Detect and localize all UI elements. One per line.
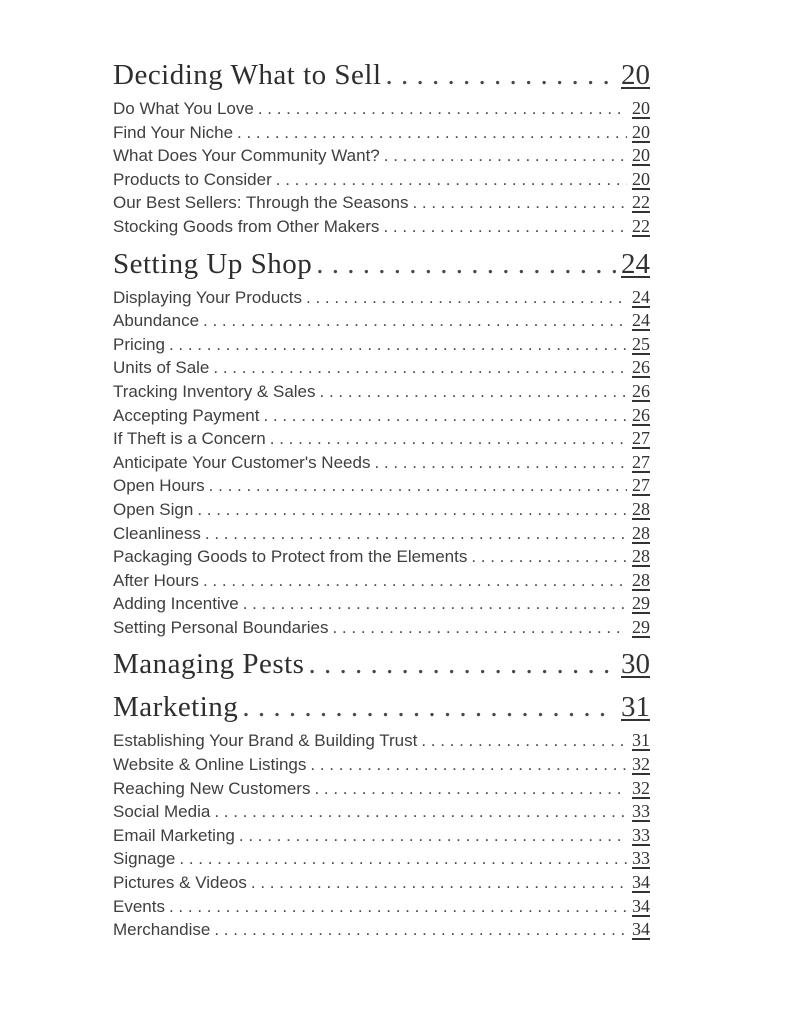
toc-item [113,498,650,522]
dot-leader [243,593,627,616]
toc-item [113,215,650,239]
toc-item-page-link[interactable]: 28 [632,546,650,567]
toc-item-page-link[interactable]: 28 [632,569,650,590]
toc-item-label: What Does Your Community Want? [113,146,380,166]
toc-item-label: Pictures & Videos [113,873,247,893]
toc-heading-label: Deciding What to Sell [113,59,382,91]
toc-heading-page-link[interactable]: 24 [621,247,650,280]
dot-leader [237,122,627,145]
toc-item-page-link[interactable]: 26 [632,357,650,378]
toc-item [113,451,650,475]
toc-item-label: If Theft is a Concern [113,429,266,449]
toc-item [113,545,650,569]
toc-item-label: Merchandise [113,920,211,940]
toc-item [113,191,650,215]
dot-leader [179,848,627,871]
toc-item-label: Abundance [113,311,200,331]
toc-item-label: Find Your Niche [113,122,234,142]
toc-item-page-link[interactable]: 32 [632,754,650,775]
toc-item-label: Events [113,896,165,916]
toc-item-page-link[interactable]: 34 [632,919,650,940]
dot-leader [374,452,627,475]
dot-leader [213,357,627,380]
toc-item-label: Cleanliness [113,523,201,543]
toc-item-page-link[interactable]: 31 [632,730,650,751]
toc-item-page-link[interactable]: 26 [632,380,650,401]
dot-leader [169,334,627,357]
dot-leader [203,310,627,333]
dot-leader [421,730,627,753]
toc-item-page-link[interactable]: 20 [632,168,650,189]
dot-leader [386,57,617,93]
toc-item [113,380,650,404]
toc-item-page-link[interactable]: 22 [632,192,650,213]
toc-item-page-link[interactable]: 27 [632,451,650,472]
toc-item-page-link[interactable]: 27 [632,475,650,496]
table-of-contents [113,57,650,942]
dot-leader [332,617,627,640]
toc-item [113,121,650,145]
dot-leader [314,778,627,801]
toc-section [113,57,650,239]
dot-leader [239,825,627,848]
toc-item [113,918,650,942]
toc-section-heading [113,57,650,93]
dot-leader [276,169,627,192]
toc-item-label: Establishing Your Brand & Building Trust [113,731,418,751]
toc-item-label: Products to Consider [113,169,272,189]
dot-leader [306,287,627,310]
toc-section-heading [113,689,650,725]
dot-leader [214,801,627,824]
toc-item-page-link[interactable]: 27 [632,428,650,449]
dot-leader [169,896,627,919]
dot-leader [320,381,627,404]
toc-item [113,333,650,357]
toc-item-label: Displaying Your Products [113,287,303,307]
toc-item-label: Tracking Inventory & Sales [113,381,316,401]
toc-item [113,97,650,121]
dot-leader [205,523,627,546]
dot-leader [270,428,627,451]
dot-leader [383,216,627,239]
toc-item [113,356,650,380]
toc-item [113,286,650,310]
toc-item [113,729,650,753]
toc-item-label: After Hours [113,570,199,590]
toc-item-page-link[interactable]: 20 [632,98,650,118]
dot-leader [197,499,627,522]
toc-heading-label: Marketing [113,691,239,724]
toc-item-page-link[interactable]: 20 [632,121,650,142]
toc-section-heading [113,646,650,682]
toc-item [113,800,650,824]
toc-item [113,592,650,616]
toc-section [113,646,650,682]
toc-heading-label: Setting Up Shop [113,247,313,280]
toc-item-label: Units of Sale [113,358,210,378]
dot-leader [310,754,627,777]
toc-item-page-link[interactable]: 24 [632,310,650,331]
toc-item-label: Reaching New Customers [113,778,311,798]
toc-item-label: Do What You Love [113,99,254,118]
toc-item-page-link[interactable]: 28 [632,498,650,519]
toc-item-label: Stocking Goods from Other Makers [113,216,380,236]
dot-leader [209,475,627,498]
toc-item-label: Open Hours [113,476,205,496]
toc-heading-page-link[interactable]: 30 [621,648,650,681]
toc-item-label: Open Sign [113,499,194,519]
toc-item [113,824,650,848]
toc-item [113,474,650,498]
toc-item [113,777,650,801]
toc-item [113,309,650,333]
toc-item [113,753,650,777]
toc-section [113,689,650,941]
toc-item-page-link[interactable]: 20 [632,145,650,166]
toc-item [113,895,650,919]
toc-item [113,427,650,451]
toc-item-page-link[interactable]: 32 [632,777,650,798]
toc-item-label: Social Media [113,802,211,822]
toc-item-label: Anticipate Your Customer's Needs [113,452,371,472]
toc-item-page-link[interactable]: 26 [632,404,650,425]
toc-item-page-link[interactable]: 33 [632,848,650,869]
dot-leader [471,546,627,569]
toc-item-page-link[interactable]: 24 [632,286,650,307]
toc-item-page-link[interactable]: 29 [632,616,650,637]
toc-item [113,144,650,168]
toc-item [113,569,650,593]
toc-item-label: Website & Online Listings [113,755,307,775]
toc-item-page-link[interactable]: 34 [632,895,650,916]
toc-item-label: Signage [113,849,176,869]
dot-leader [203,570,627,593]
toc-item-label: Setting Personal Boundaries [113,617,329,637]
toc-item [113,871,650,895]
toc-section-heading [113,246,650,282]
dot-leader [251,872,627,895]
toc-item [113,404,650,428]
dot-leader [214,919,627,942]
dot-leader [384,145,627,168]
dot-leader [308,646,616,682]
dot-leader [258,98,627,121]
toc-item-page-link[interactable]: 22 [632,215,650,236]
toc-item-page-link[interactable]: 33 [632,824,650,845]
toc-item [113,847,650,871]
dot-leader [242,689,616,725]
toc-item [113,616,650,640]
toc-item-label: Our Best Sellers: Through the Seasons [113,193,409,213]
toc-item [113,522,650,546]
toc-heading-page-link[interactable]: 31 [621,691,650,724]
dot-leader [263,405,627,428]
toc-item [113,168,650,192]
toc-item-page-link[interactable]: 28 [632,522,650,543]
toc-item-label: Accepting Payment [113,405,260,425]
toc-item-page-link[interactable]: 25 [632,333,650,354]
toc-item-label: Email Marketing [113,825,235,845]
toc-item-label: Adding Incentive [113,594,239,614]
dot-leader [316,246,616,282]
toc-heading-label: Managing Pests [113,648,305,681]
toc-item-label: Packaging Goods to Protect from the Elements [113,547,468,567]
toc-item-page-link[interactable]: 33 [632,801,650,822]
toc-item-page-link[interactable]: 34 [632,872,650,893]
toc-item-label: Pricing [113,334,165,354]
toc-heading-page-link[interactable]: 20 [621,59,650,91]
toc-item-page-link[interactable]: 29 [632,593,650,614]
toc-section [113,246,650,640]
dot-leader [412,192,627,215]
